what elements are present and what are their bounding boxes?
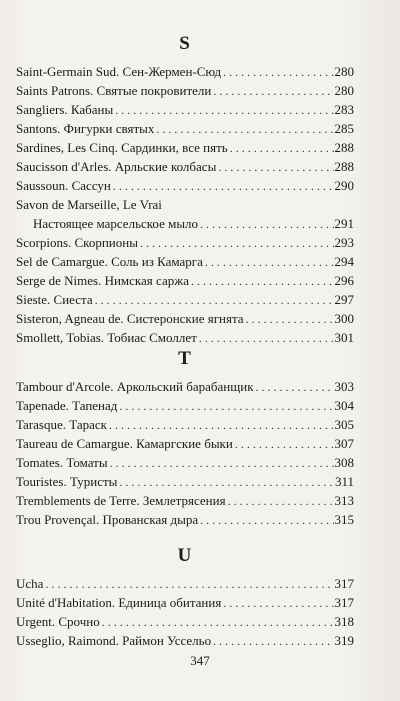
index-entry: Ucha . . . 317	[16, 574, 354, 593]
index-section-s	[16, 32, 354, 347]
index-entry: Serge de Nimes. Нимская саржа . . . 296	[16, 271, 354, 290]
index-entry: Tarasque. Тараск . . . 305	[16, 415, 354, 434]
index-entry: Tomates. Томаты . . . 308	[16, 453, 354, 472]
index-entry: Taureau de Camargue. Камаргские быки . . . 307	[16, 434, 354, 453]
index-entry: Sieste. Сиеста . . . 297	[16, 290, 354, 309]
index-entry: Urgent. Срочно . . . 318	[16, 612, 354, 631]
index-entry: Tambour d'Arcole. Аркольский барабанщик . . . 303	[16, 377, 354, 396]
index-entry: Usseglio, Raimond. Раймон Уссельо . . . 319	[16, 631, 354, 650]
index-entry: Saucisson d'Arles. Арльские колбасы . . . 288	[16, 157, 354, 176]
index-entry-heading: Savon de Marseille, Le Vrai	[16, 197, 162, 212]
page-number: 347	[190, 653, 210, 668]
index-entry: Sel de Camargue. Соль из Камарга . . . 294	[16, 252, 354, 271]
index-entry: Sardines, Les Cinq. Сардинки, все пять . . . 288	[16, 138, 354, 157]
index-entry: Scorpions. Скорпионы . . . 293	[16, 233, 354, 252]
index-entry: Santons. Фигурки святых . . . 285	[16, 119, 354, 138]
index-entry-continuation: Настоящее марсельское мыло . . . 291	[16, 214, 354, 233]
index-entry: Trou Provençal. Прованская дыра . . . 315	[16, 510, 354, 529]
index-entry: Saussoun. Сассун . . . 290	[16, 176, 354, 195]
index-entry: Saints Patrons. Святые покровители . . . 280	[16, 81, 354, 100]
index-entry: Saint-Germain Sud. Сен-Жермен-Сюд . . . 280	[16, 62, 354, 81]
index-entry: Unité d'Habitation. Единица обитания . . . 317	[16, 593, 354, 612]
section-letter: S	[179, 33, 191, 54]
index-section-u	[16, 544, 354, 650]
section-letter: T	[178, 348, 192, 369]
index-entry: Tapenade. Тапенад . . . 304	[16, 396, 354, 415]
index-entry: Touristes. Туристы . . . 311	[16, 472, 354, 491]
section-letter: U	[177, 545, 193, 566]
index-entry: Sisteron, Agneau de. Систеронские ягнята . . . 300	[16, 309, 354, 328]
index-entry: Sangliers. Кабаны . . . 283	[16, 100, 354, 119]
index-entry: Tremblements de Terre. Землетрясения . . . 313	[16, 491, 354, 510]
index-entry: Smollett, Tobias. Тобиас Смоллет . . . 301	[16, 328, 354, 347]
index-section-t	[16, 347, 354, 529]
